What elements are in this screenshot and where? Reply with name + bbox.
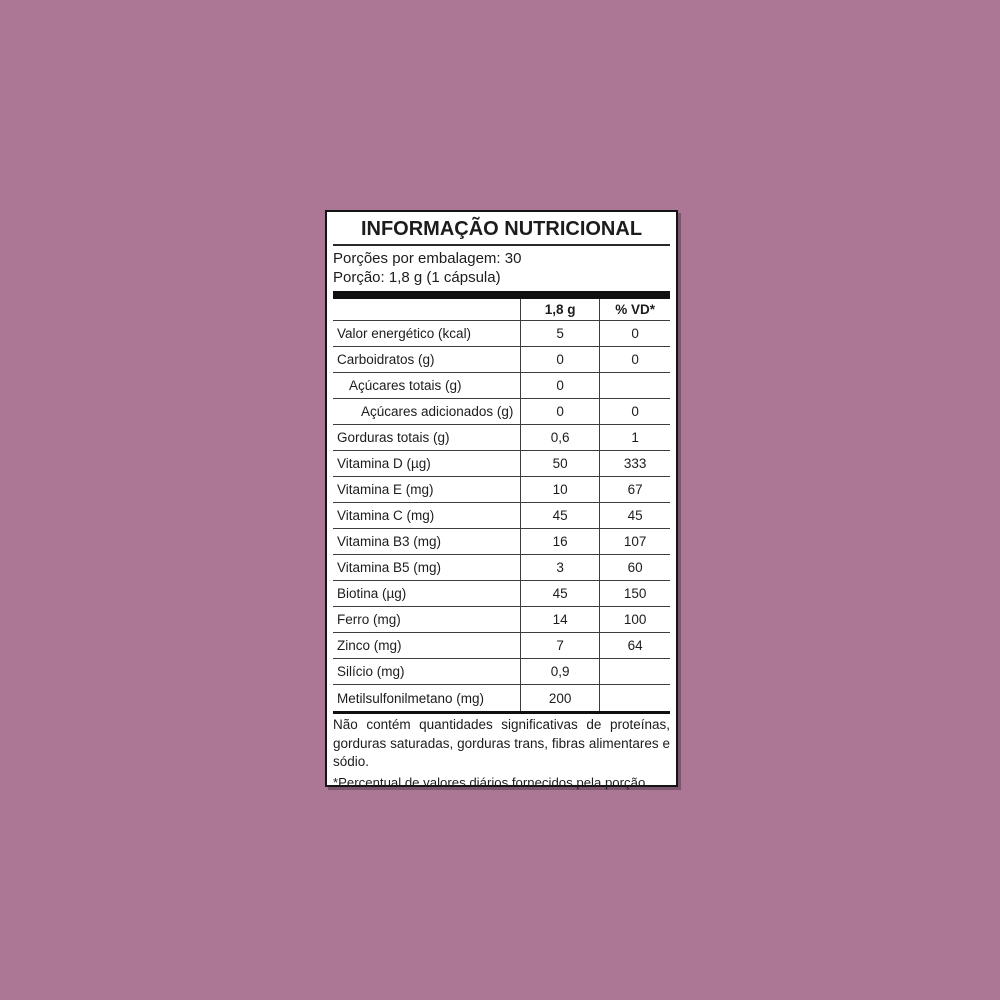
row-nutrient-name: Vitamina C (mg) — [337, 508, 435, 523]
table-row — [333, 659, 670, 685]
row-amount-value: 0 — [520, 373, 599, 398]
row-nutrient-name: Vitamina E (mg) — [337, 482, 434, 497]
row-nutrient-name: Ferro (mg) — [337, 612, 401, 627]
table-row — [333, 503, 670, 529]
row-amount-value: 45 — [520, 503, 599, 528]
row-dv-value: 107 — [599, 529, 670, 554]
table-row — [333, 555, 670, 581]
daily-values-note: *Percentual de valores diários fornecidos pela porção. — [333, 774, 649, 790]
row-nutrient-name: Biotina (µg) — [337, 586, 407, 601]
table-row — [333, 347, 670, 373]
row-dv-value: 60 — [599, 555, 670, 580]
table-row — [333, 477, 670, 503]
table-row — [333, 425, 670, 451]
row-nutrient-name: Zinco (mg) — [337, 638, 402, 653]
row-dv-value: 0 — [599, 321, 670, 346]
table-row — [333, 685, 670, 711]
row-nutrient-name: Carboidratos (g) — [337, 352, 435, 367]
header-thick-bar — [333, 291, 670, 299]
table-header-row — [333, 299, 670, 321]
row-amount-value: 0,9 — [520, 659, 599, 684]
row-nutrient-name: Silício (mg) — [337, 664, 405, 679]
row-dv-value: 67 — [599, 477, 670, 502]
column-header-amount: 1,8 g — [520, 299, 599, 320]
row-amount-value: 14 — [520, 607, 599, 632]
row-dv-value: 0 — [599, 347, 670, 372]
table-row — [333, 399, 670, 425]
nutrition-label — [325, 210, 678, 790]
row-amount-value: 200 — [520, 685, 599, 711]
nutrition-table — [333, 299, 670, 711]
row-dv-value: 333 — [599, 451, 670, 476]
label-title: INFORMAÇÃO NUTRICIONAL — [360, 218, 643, 240]
row-amount-value: 16 — [520, 529, 599, 554]
row-dv-value: 150 — [599, 581, 670, 606]
table-row — [333, 529, 670, 555]
row-dv-value: 45 — [599, 503, 670, 528]
servings-per-package: Porções por embalagem: 30 — [333, 250, 522, 267]
row-nutrient-name: Vitamina D (µg) — [337, 456, 431, 471]
row-dv-value: 64 — [599, 633, 670, 658]
row-amount-value: 0,6 — [520, 425, 599, 450]
row-amount-value: 10 — [520, 477, 599, 502]
row-amount-value: 50 — [520, 451, 599, 476]
no-significant-amounts-note: Não contém quantidades significativas de proteínas, gorduras saturadas, gorduras trans, fibras alimentares e sódio. — [333, 717, 670, 769]
row-nutrient-name: Vitamina B3 (mg) — [337, 534, 442, 549]
table-row — [333, 633, 670, 659]
row-nutrient-name: Açúcares adicionados (g) — [361, 404, 514, 419]
table-row — [333, 373, 670, 399]
row-amount-value: 5 — [520, 321, 599, 346]
table-row — [333, 321, 670, 347]
row-nutrient-name: Gorduras totais (g) — [337, 430, 450, 445]
row-nutrient-name: Vitamina B5 (mg) — [337, 560, 442, 575]
column-header-nutrient — [333, 299, 520, 320]
row-dv-value — [599, 659, 670, 684]
row-dv-value: 100 — [599, 607, 670, 632]
row-nutrient-name: Açúcares totais (g) — [349, 378, 462, 393]
row-dv-value: 0 — [599, 399, 670, 424]
row-amount-value: 0 — [520, 347, 599, 372]
table-row — [333, 581, 670, 607]
table-bottom-bar — [333, 711, 670, 714]
row-dv-value — [599, 373, 670, 398]
row-dv-value — [599, 685, 670, 711]
table-row — [333, 451, 670, 477]
row-amount-value: 7 — [520, 633, 599, 658]
row-nutrient-name: Valor energético (kcal) — [337, 326, 472, 341]
row-nutrient-name: Metilsulfonilmetano (mg) — [337, 690, 485, 706]
row-dv-value: 1 — [599, 425, 670, 450]
table-row — [333, 607, 670, 633]
portion-size: Porção: 1,8 g (1 cápsula) — [333, 269, 501, 286]
row-amount-value: 45 — [520, 581, 599, 606]
title-divider — [333, 244, 670, 246]
row-amount-value: 3 — [520, 555, 599, 580]
row-amount-value: 0 — [520, 399, 599, 424]
column-header-dv: % VD* — [599, 299, 670, 320]
